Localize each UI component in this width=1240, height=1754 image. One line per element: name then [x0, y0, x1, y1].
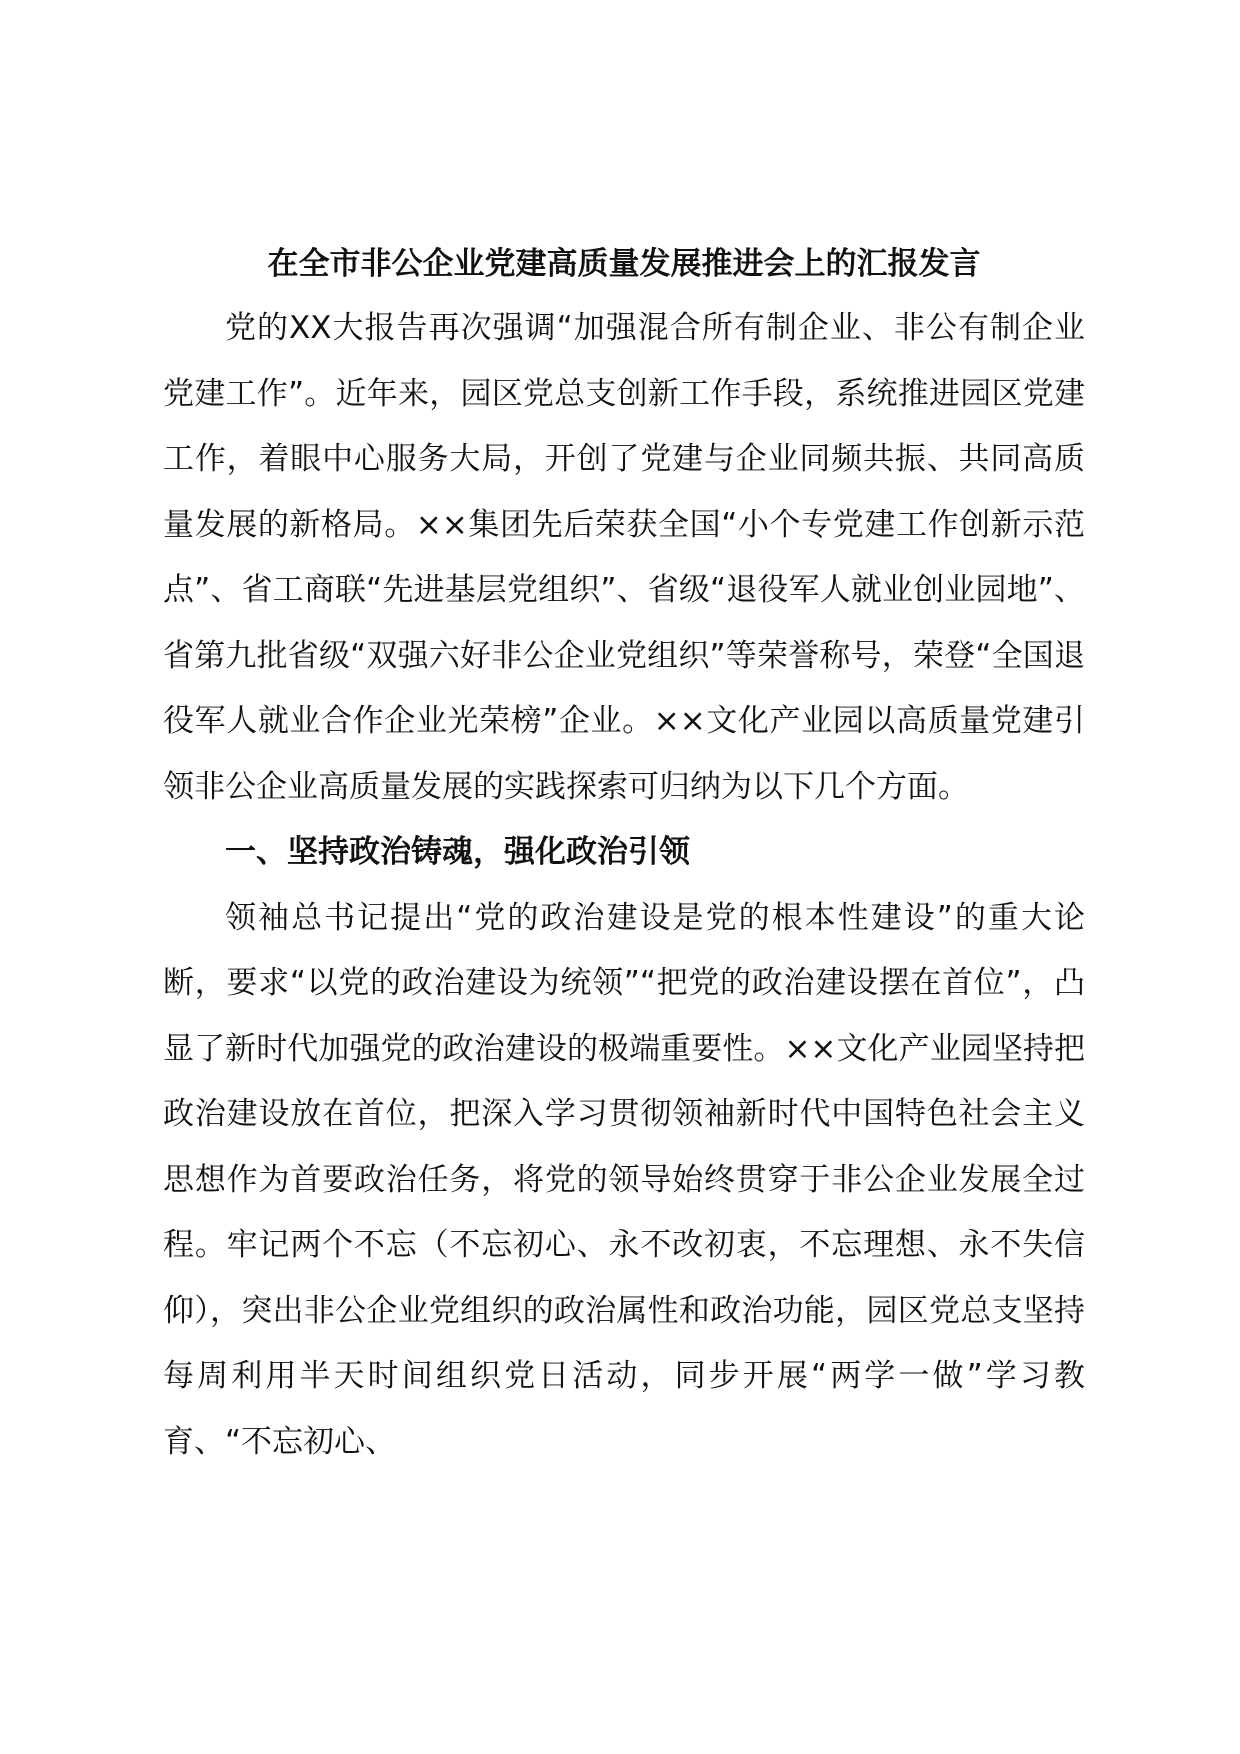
paragraph-intro: 党的XX大报告再次强调“加强混合所有制企业、非公有制企业党建工作”。近年来，园区党总支创新工作手段，系统推进园区党建工作，着眼中心服务大局，开创了党建与企业同频共振、共同高质量发展的新格局。××集团先后荣获全国“小个专党建工作创新示范点”、省工商联“先进基层党组织”、省级“退役军人就业创业园地”、省第九批省级“双强六好非公企业党组织”等荣誉称号，荣登“全国退役军人就业合作企业光荣榜”企业。××文化产业园以高质量党建引领非公企业高质量发展的实践探索可归纳为以下几个方面。 — [163, 310, 1085, 805]
document-title: 在全市非公企业党建高质量发展推进会上的汇报发言 — [267, 246, 981, 282]
paragraph-political: 领袖总书记提出“党的政治建设是党的根本性建设”的重大论断，要求“以党的政治建设为统领”“把党的政治建设摆在首位”，凸显了新时代加强党的政治建设的极端重要性。××文化产业园坚持把政治建设放在首位，把深入学习贯彻领袖新时代中国特色社会主义思想作为首要政治任务，将党的领导始终贯穿于非公企业发展全过程。牢记两个不忘（不忘初心、永不改初衷，不忘理想、永不失信仰），突出非公企业党组织的政治属性和政治功能，园区党总支坚持每周利用半天时间组织党日活动，同步开展“两学一做”学习教育、“不忘初心、 — [163, 899, 1085, 1460]
document-body — [163, 240, 1085, 1475]
section-heading: 一、坚持政治铸魂，强化政治引领 — [225, 834, 690, 870]
